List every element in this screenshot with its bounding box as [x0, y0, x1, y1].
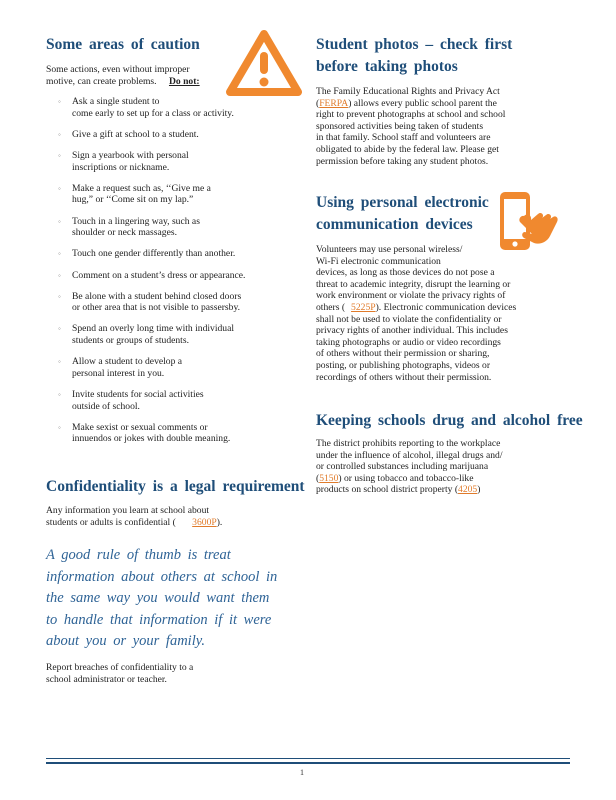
caution-item-line: Allow a student to develop a	[72, 356, 183, 368]
caution-item	[58, 248, 273, 260]
confidentiality-quote: A good rule of thumb is treat information about others at school in the same way you would want them to handle that information if it were about you or your family.	[46, 547, 278, 649]
caution-item-line: outside of school.	[72, 400, 140, 412]
caution-item	[58, 216, 273, 239]
caution-item-line: Comment on a student’s dress or appearance.	[72, 269, 246, 281]
bullet-icon: ◦	[58, 150, 61, 160]
caution-item-line: Make sexist or sexual comments or	[72, 421, 208, 433]
photos-line-6: obligated to abide by the federal law. Please get	[316, 144, 499, 155]
photos-line-1: The Family Educational Rights and Privacy Act	[316, 86, 500, 97]
confidentiality-text-2: students or adults is confidential ( 3600P).	[46, 516, 223, 528]
devices-heading-2: communication devices	[316, 216, 473, 233]
photos-line-4: sponsored activities being taken of students	[316, 120, 484, 132]
caution-item	[58, 356, 273, 379]
photos-line-5: in that family. School staff and volunteers are	[316, 132, 491, 144]
warning-triangle-icon	[224, 28, 304, 98]
caution-item	[58, 96, 273, 119]
caution-item	[58, 129, 273, 141]
caution-item-line: Sign a yearbook with personal	[72, 149, 189, 161]
caution-item-line: Touch in a lingering way, such as	[72, 215, 200, 227]
footer-rule	[46, 758, 570, 759]
policy-5150-link[interactable]: 5150	[319, 472, 339, 484]
caution-item-line: students or groups of students.	[72, 335, 189, 347]
policy-3600p-link[interactable]: 3600P	[192, 516, 217, 528]
bullet-icon: ◦	[58, 183, 61, 193]
caution-item-line: Spend an overly long time with individual	[72, 323, 235, 335]
do-not-label: Do not:	[168, 75, 200, 87]
bullet-icon: ◦	[58, 97, 61, 106]
caution-item-line: or other area that is not visible to passersby.	[72, 302, 241, 314]
footer-rule-thick	[46, 762, 570, 764]
bullet-icon: ◦	[58, 357, 61, 367]
caution-item-line: personal interest in you.	[72, 367, 165, 379]
bullet-icon: ◦	[58, 270, 61, 280]
devices-line-4: threat to academic integrity, disrupt the learning or	[316, 278, 511, 290]
photos-heading-1: Student photos – check first	[316, 36, 513, 53]
caution-heading: Some areas of caution	[46, 36, 200, 53]
caution-list	[58, 96, 273, 455]
photos-line-2: (FERPA) allows every public school parent the	[316, 97, 497, 109]
caution-item	[58, 323, 273, 346]
photos-line-7: permission before taking any student photos.	[316, 155, 489, 167]
bullet-icon: ◦	[58, 129, 61, 139]
ferpa-link[interactable]: FERPA	[319, 97, 349, 109]
devices-line-7: shall not be used to violate the confidentiality or	[316, 313, 502, 325]
devices-line-2: Wi-Fi electronic communication	[316, 255, 441, 267]
drugs-line-3: or controlled substances including marijuana	[316, 461, 489, 473]
confidentiality-text-1: Any information you learn at school about	[46, 505, 210, 516]
bullet-icon: ◦	[58, 422, 61, 432]
caution-item	[58, 270, 273, 282]
bullet-icon: ◦	[58, 249, 61, 259]
caution-item-line: Make a request such as, ‘‘Give me a	[72, 182, 211, 194]
page-number: 1	[300, 768, 304, 777]
caution-item-line: innuendos or jokes with double meaning.	[72, 433, 231, 445]
caution-item	[58, 422, 273, 445]
policy-5225p-link[interactable]: 5225P	[351, 302, 376, 313]
devices-line-5: work environment or violate the privacy rights of	[316, 290, 506, 302]
drugs-line-2: under the influence of alcohol, illegal drugs and/	[316, 449, 503, 461]
caution-item	[58, 389, 273, 412]
devices-line-11: posting, or publishing photographs, videos or	[316, 360, 491, 371]
caution-item-line: Be alone with a student behind closed doors	[72, 290, 242, 302]
photos-line-3: right to prevent photographs at school and school	[316, 109, 506, 121]
caution-item-line: come early to set up for a class or activity.	[72, 107, 234, 119]
devices-line-12: recordings of others without their permission.	[316, 371, 492, 383]
bullet-icon: ◦	[58, 216, 61, 226]
caution-item-line: inscriptions or nickname.	[72, 161, 170, 173]
confidentiality-heading: Confidentiality is a legal requirement	[46, 478, 305, 495]
report-text-1: Report breaches of confidentiality to a	[46, 662, 194, 673]
caution-intro-1: Some actions, even without improper	[46, 64, 190, 75]
caution-item	[58, 150, 273, 173]
photos-heading-2: before taking photos	[316, 58, 458, 75]
caution-item	[58, 291, 273, 314]
bullet-icon: ◦	[58, 390, 61, 400]
drugs-heading: Keeping schools drug and alcohol free	[316, 412, 583, 429]
devices-line-1: Volunteers may use personal wireless/	[316, 244, 463, 255]
devices-heading-1: Using personal electronic	[316, 194, 489, 211]
devices-line-6: others ( 5225P). Electronic communication devices	[316, 302, 517, 313]
caution-item-line: hug,” or ‘‘Come sit on my lap.”	[72, 194, 194, 206]
caution-item	[58, 183, 273, 206]
devices-line-9: taking photographs or audio or video recordings	[316, 336, 501, 348]
caution-item-line: Invite students for social activities	[72, 389, 204, 401]
caution-item-line: Touch one gender differently than another.	[72, 248, 236, 260]
drugs-line-5: products on school district property (4205)	[316, 484, 481, 496]
drugs-line-4: (5150) or using tobacco and tobacco-like	[316, 472, 474, 484]
bullet-icon: ◦	[58, 324, 61, 334]
caution-intro-2: motive, can create problems. Do not:	[46, 75, 200, 87]
devices-line-8: privacy rights of another individual. This includes	[316, 325, 508, 337]
report-text-2: school administrator or teacher.	[46, 673, 167, 685]
caution-item-line: Ask a single student to	[72, 96, 160, 107]
caution-item-line: shoulder or neck massages.	[72, 227, 177, 239]
devices-line-3: devices, as long as those devices do not pose a	[316, 267, 495, 279]
policy-4205-link[interactable]: 4205	[458, 484, 478, 496]
caution-item-line: Give a gift at school to a student.	[72, 128, 199, 140]
phone-touch-icon	[494, 190, 574, 254]
devices-line-10: of others without their permission or sharing,	[316, 348, 490, 360]
bullet-icon: ◦	[58, 291, 61, 301]
drugs-line-1: The district prohibits reporting to the workplace	[316, 438, 501, 449]
